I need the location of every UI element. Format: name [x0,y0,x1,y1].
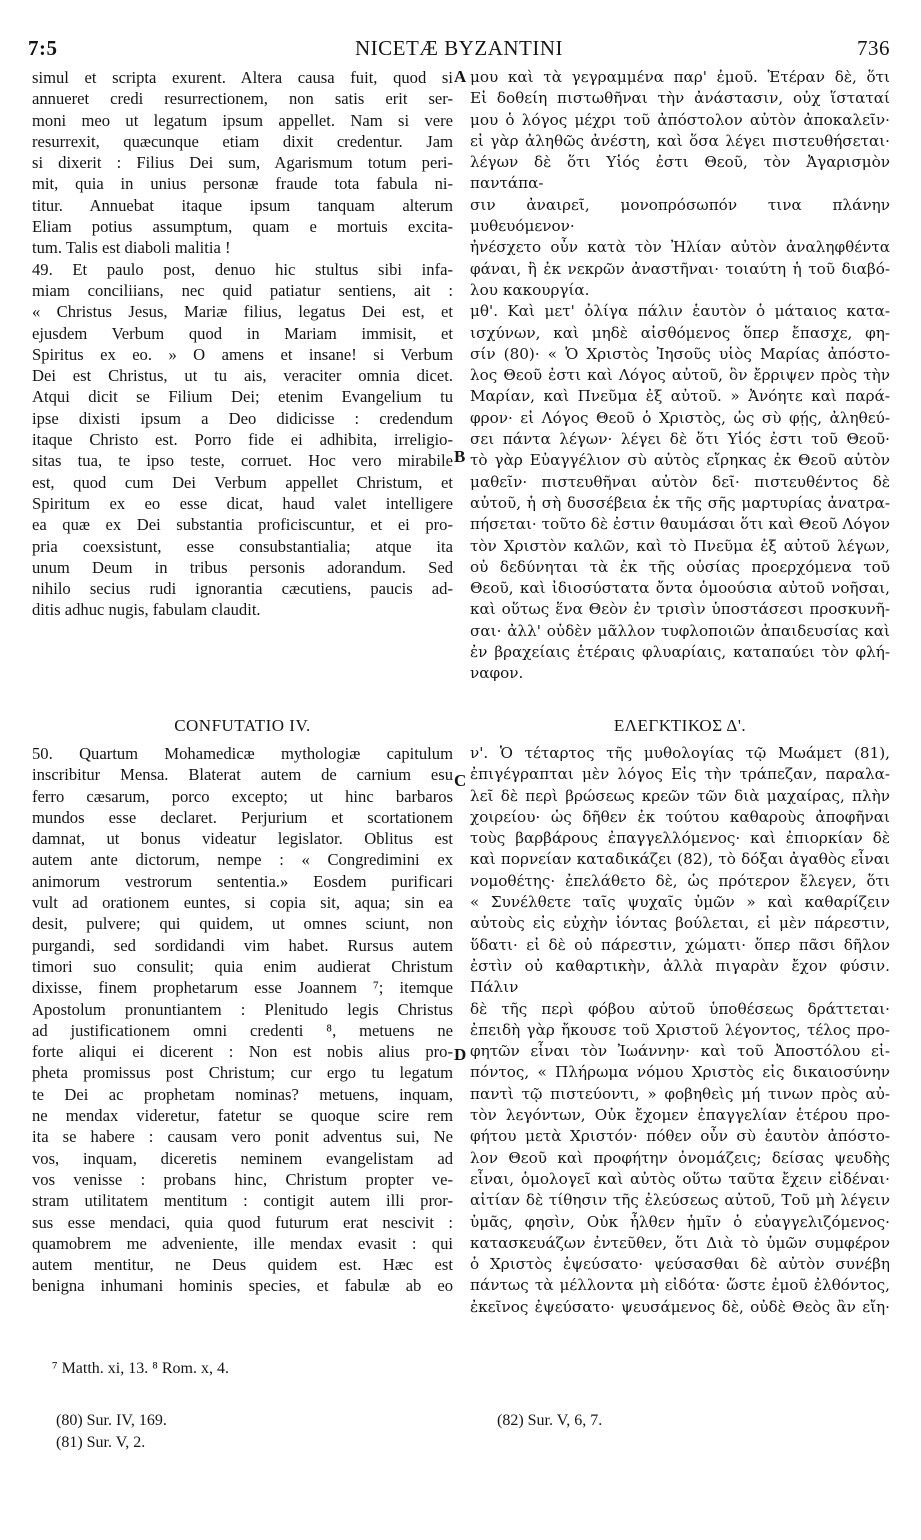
footnotes-left [56,1410,167,1454]
text-line: τὸν Χριστὸν καλῶν, καὶ τὸ Πνεῦμα ἐξ αὐτοῦ λέγων, [470,536,890,555]
text-line: miam conciliians, nec quid patiatur sentiens, ait : [32,280,453,300]
text-line: mundos esse declaret. Perjurium et scortationem [32,807,453,827]
latin-section-heading: CONFUTATIO IV. [174,716,311,735]
text-line: εἶναι, ὁμολογεῖ καὶ αὐτὸς οὕτω ταῦτα ἔχειν εἰδέναι· [470,1169,890,1188]
footnotes-right [497,1410,602,1432]
greek-column-bottom [470,743,890,1318]
margin-letter-b: B [454,447,466,466]
text-line: σιν ἀναιρεῖ, μονοπρόσωπόν τινα πλάνην μυθευόμενον· [470,195,890,236]
text-line: vult ad orationem euntes, si copia sit, aqua; sin ea [32,893,453,913]
text-line: Εἰ δοθείη πιστωθῆναι τὴν ἀνάστασιν, οὐχ ἵσταταί [470,89,890,108]
text-line: desit, pulvere; qui quidem, ut omnes sciunt, non [32,914,453,934]
text-line: ὑμᾶς, φησὶν, Οὐκ ἦλθεν ἡμῖν ὁ εὐαγγελιζόμενος· [470,1212,890,1231]
greek-section-heading: ΕΛΕΓΚΤΙΚΟΣ Δ'. [613,716,747,735]
text-line: πάντως τὰ μέλλοντα μὴ εἰδότα· ὥστε ἐμοῦ ἐλθόντος, [470,1276,890,1295]
text-line: μου ὁ λόγος μέχρι τοῦ ἀπόστολον αὐτὸν ἀποκαλεῖν· [470,110,890,129]
text-line: ipse dixisti ipsum a Deo didicisse : credendum [32,408,453,428]
text-line: ejusdem Verbum quod in Mariam immisit, et [32,323,453,343]
text-line: inscribitur Mensa. Blaterat autem de carnium esu [32,765,453,785]
text-line: moni meo ut legatum ipsum appellet. Nam si vere [32,110,453,130]
text-line: Atqui dicit se Filium Dei; etenim Evangelium tu [32,387,453,407]
text-line: ita se habere : causam vero ponit adventus sui, Ne [32,1127,453,1147]
text-line: nihilo secius rudi ignorantia cæcutiens, paucis ad- [32,579,453,599]
text-line: ισχύνων, καὶ μηδὲ αἰσθόμενος ὅπερ ἔπασχε, φη- [470,323,890,342]
text-line: ναφον. [470,664,524,683]
margin-letter-a: A [454,67,467,86]
text-line: benigna inhumani hominis species, et fabulæ ab eo [32,1276,453,1296]
text-line: dixisse, finem prophetarum esse Joannem ⁷; itemque [32,978,453,998]
text-line: te Dei ac prophetam nominas? metuens, inquam, [32,1084,453,1104]
text-line: resurrexit, quæcunque etiam dixit credentur. Jam [32,131,453,151]
text-line: πήσεται· τοῦτο δὲ ἐστιν θαυμάσαι ὅτι καὶ Θεοῦ Λόγον [470,515,890,534]
text-line: Spiritum ex eo esse dicat, haud valet intelligere [32,493,453,513]
text-line: tum. Talis est diaboli malitia ! [32,238,231,258]
text-line: ad justificationem omni credenti ⁸, metuens ne [32,1020,453,1040]
text-line: ἐκεῖνος ἐψεύσατο· ψευσάμενος δὲ, οὐδὲ Θεὸς ἂν εἴη· [470,1297,890,1316]
text-line: autem ante dictorum, nempe : « Congredimini ex [32,850,453,870]
text-line: οὐ δεδύνηται τὰ ἐκ τῆς οὐσίας προερχόμενα τοῦ [470,557,890,576]
text-line: vos venisse : probans hinc, Christum propter ve- [32,1169,453,1189]
greek-column-top [470,67,890,685]
margin-letter-c: C [454,771,467,790]
text-line: σαι· ἀλλ' οὐδὲν μᾶλλον τυφλοποιῶν ἀπαιδευσίας καὶ [470,621,890,640]
text-line: αἰτίαν δὲ τίθησιν τῆς ἐλεύσεως αὐτοῦ, Τοῦ μὴ λέγειν [470,1191,890,1210]
text-line: unum Deum in tribus personis adorandum. Sed [32,557,453,577]
text-line: χοιρείου· ὡς δῆθεν ἐκ τούτου καθαροὺς ἀποφῆναι [470,807,890,826]
text-line: πόντος, « Πλήρωμα νόμου Χριστὸς εἰς δικαιοσύνην [470,1063,890,1082]
page-number-left: 7:5 [28,36,58,60]
text-line: μαθεῖν· πιστευθῆναι αὐτὸν δεῖ· πιστευθέντος δὲ [470,472,890,491]
text-line: φρον· εἰ Λόγος Θεοῦ ὁ Χριστὸς, ὡς σὺ φῄς, ἀληθεύ- [470,408,890,427]
text-line: εἰ γὰρ ἀληθῶς ἀνέστη, καὶ ὅσα λέγει πιστευθήσεται· [470,131,890,150]
text-line: Eliam potius assumptum, quam e mortuis excita- [32,217,453,237]
text-line: τὸν λεγόντων, Οὐκ ἔχομεν ἐπαγγελίαν ἑτέρου προ- [470,1106,890,1125]
footnote-line: (80) Sur. IV, 169. [56,1412,167,1429]
text-line: 50. Quartum Mohamedicæ mythologiæ capitulum [32,744,453,763]
text-line: Spiritus ex eo. » O amens et insane! si Verbum [32,344,453,364]
text-line: « Συνέλθετε ταῖς ψυχαῖς ὑμῶν » καὶ καθαρίζειν [470,893,890,912]
text-line: ferro cæsarum, porco excepto; ut hinc barbaros [32,786,453,806]
text-line: λος Θεοῦ ἐστι καὶ Λόγος αὐτοῦ, ὃν ἔρριψεν πρὸς τὴν [470,366,890,385]
text-line: sitas tua, te ipso teste, corruet. Hoc vero mirabile [32,451,453,471]
text-line: τοὺς βαρβάρους ἐπαγγελλόμενος· καὶ ἐπιορκίαν δὲ [470,829,890,848]
text-line: Apostolum pronuntiantem : Plenitudo legis Christus [32,999,453,1019]
text-line: ὕδατι· εἰ δὲ οὐ πάρεστιν, χώματι· ὅπερ πᾶσι δῆλον [470,935,890,954]
text-line: simul et scripta exurent. Altera causa fuit, quod si [32,68,453,87]
footnote-line: (82) Sur. V, 6, 7. [497,1412,603,1429]
scripture-footnotes [52,1358,229,1380]
text-line: damnat, ut bonus videatur legislator. Oblitus est [32,829,453,849]
text-line: pheta promissus post Christum; cur ergo tu legatum [32,1063,453,1083]
text-line: λου κακουργία. [470,280,590,299]
text-line: ἐπιγέγραπται μὲν λόγος Εἰς τὴν τράπεζαν, παραλα- [470,765,890,784]
text-line: ne mendax videretur, fatetur se quoque scire rem [32,1106,453,1126]
text-line: ἐν βραχείαις ἑτέραις φλυαρίαις, καταπαύει τὸν φλή- [470,643,890,662]
text-line: quamobrem me adveniente, ille mendax evasit : qui [32,1233,453,1253]
text-line: animorum vestrorum sententia.» Eosdem purificari [32,871,453,891]
text-line: κατασκευάζων ἐντεῦθεν, ὅτι Διὰ τὸ ὑμῶν συμφέρον [470,1233,890,1252]
text-line: αὐτοῦ, ἡ σὴ δυσσέβεια ἐκ τῆς σῆς μαρτυρίας ἀνατρα- [470,493,890,512]
text-line: purgandi, sed sordidandi vim habet. Rursus autem [32,935,453,955]
text-line: λέγων δὲ ὅτι Υἱός ἐστι Θεοῦ, τὸν Ἀγαρισμὸν παντάπα- [470,153,890,193]
text-line: ditis adhuc nugis, fabulam claudit. [32,600,261,620]
page-header [28,36,890,66]
text-line: καὶ οὕτως ἕνα Θεὸν ἐν τρισὶν ὑποστάσεσι προσκυνῆ- [470,600,890,619]
page-number-right: 736 [857,36,890,60]
text-line: stram utilitatem mentitum : contigit autem illi pror- [32,1191,453,1211]
running-title: NICETÆ BYZANTINI [354,36,564,60]
text-line: φήτου μετὰ Χριστόν· πόθεν οὖν σὺ ἑαυτὸν ἀπόστο- [470,1127,890,1146]
text-line: μθ'. Καὶ μετ' ὀλίγα πάλιν ἑαυτὸν ὁ μάταιος κατα- [470,302,890,321]
text-line: λον Θεοῦ καὶ προφήτην ὀνομάζεις; δείσας ψευδὴς [470,1148,890,1167]
text-line: σίν (80)· « Ὁ Χριστὸς Ἰησοῦς υἱὸς Μαρίας ἀπόστο- [470,344,890,363]
text-line: ea quæ ex Dei substantia proficiscuntur, et ei pro- [32,515,453,535]
text-line: δὲ τῆς περὶ φόβου αὐτοῦ ὑποθέσεως δράττεται· [470,999,890,1018]
text-line: Dei est Christus, ut tu ais, veraciter omnia dicet. [32,366,453,386]
text-line: ἐπειδὴ γὰρ ἤκουσε τοῦ Χριστοῦ λέγοντος, τέλος προ- [470,1020,890,1039]
text-line: « Christus Jesus, Mariæ filius, legatus Dei est, et [32,302,453,322]
text-line: forte aliqui ei dicerent : Non est nobis alius pro- [32,1042,453,1062]
text-line: τὸ γὰρ Εὐαγγέλιον σὺ αὐτὸς εἴρηκας ἐκ Θεοῦ αὐτὸν [470,451,890,470]
footnote-line: (81) Sur. V, 2. [56,1434,146,1451]
text-line: ὁ Χριστὸς ἐψεύσατο· ψεύσασθαι δὲ αὐτὸν συνέβη [470,1255,890,1274]
text-line: μου καὶ τὰ γεγραμμένα παρ' ἐμοῦ. Ἑτέραν δὲ, ὅτι [470,68,890,86]
text-line: itaque Christo est. Porro fide ei adhibita, irreligio- [32,430,453,450]
text-line: ἠνέσχετο οὖν κατὰ τὸν Ἠλίαν αὐτὸν ἀναληφθέντα [470,238,890,257]
text-line: autem mentitur, ne Deus quidem est. Hæc est [32,1255,453,1275]
text-line: titur. Annuebat itaque ipsum tanquam alterum [32,195,453,215]
text-line: Θεοῦ, καὶ ἰδιοσύστατα ὄντα ὁμοούσια αὐτοῦ νοῆσαι, [470,579,890,598]
text-line: λεῖ δὲ περὶ βρώσεως κρεῶν τῶν διὰ μαχαίρας, πλὴν [470,786,890,805]
text-line: ἐστὶν οὐ καθαρτικὴν, ἀλλὰ πιγαρὰν ἔχον φύσιν. Πάλιν [470,956,890,997]
text-line: sus esse mendaci, quia quod futurum erat nescivit : [32,1212,453,1232]
text-line: 49. Et paulo post, denuo hic stultus sibi infa- [32,259,453,279]
text-line: annueret credi resurrectionem, non satis erit ser- [32,89,453,109]
text-line: Μαρίαν, καὶ Πνεῦμα ἐξ αὐτοῦ. » Ἀνόητε καὶ παρά- [470,387,890,406]
text-line: pria coexsistunt, esse consubstantialia; atque ita [32,536,453,556]
text-line: παντὶ τῷ πιστεύοντι, » φοβηθεὶς μή τινων πρὸς αὐ- [470,1084,890,1103]
text-line: φάναι, ἢ ἐκ νεκρῶν ἀναστῆναι· τοιαύτη ἡ τοῦ διαβό- [470,259,890,278]
latin-column-top [32,67,453,621]
text-line: νομοθέτης· ἐπελάθετο δὲ, ὡς πρότερον ἔλεγεν, ὅτι [470,871,890,890]
text-line: φητῶν εἶναι τὸν Ἰωάννην· καὶ τοῦ Ἀποστόλου εἰ- [470,1042,890,1061]
footnote-line: ⁷ Matth. xi, 13. ⁸ Rom. x, 4. [52,1360,229,1377]
margin-letter-d: D [454,1045,467,1064]
text-line: est, quod cum Dei Verbum appellet Christum, et [32,472,453,492]
text-line: timori suo consulit; quia enim audierat Christum [32,956,453,976]
text-line: ν'. Ὁ τέταρτος τῆς μυθολογίας τῷ Μωάμετ (81), [470,744,890,762]
text-line: si dixerit : Filius Dei sum, Agarismum totum peri- [32,153,453,173]
text-line: καὶ πορνείαν καταδικάζει (82), τὸ δόξαι ἀγαθὸς εἶναι [470,850,890,869]
text-line: mit, quia in unius personæ fraude tota fabula ni- [32,174,453,194]
latin-column-bottom [32,743,453,1297]
text-line: αὐτοὺς εἰς εὐχὴν ἰόντας βούλεται, εἰ μὲν πάρεστιν, [470,914,890,933]
text-line: σει πάντα λέγων· λέγει δὲ ὅτι Υἱός ἐστι τοῦ Θεοῦ· [470,430,890,449]
text-line: vos, inquam, diceretis neminem evangelistam ad [32,1148,453,1168]
